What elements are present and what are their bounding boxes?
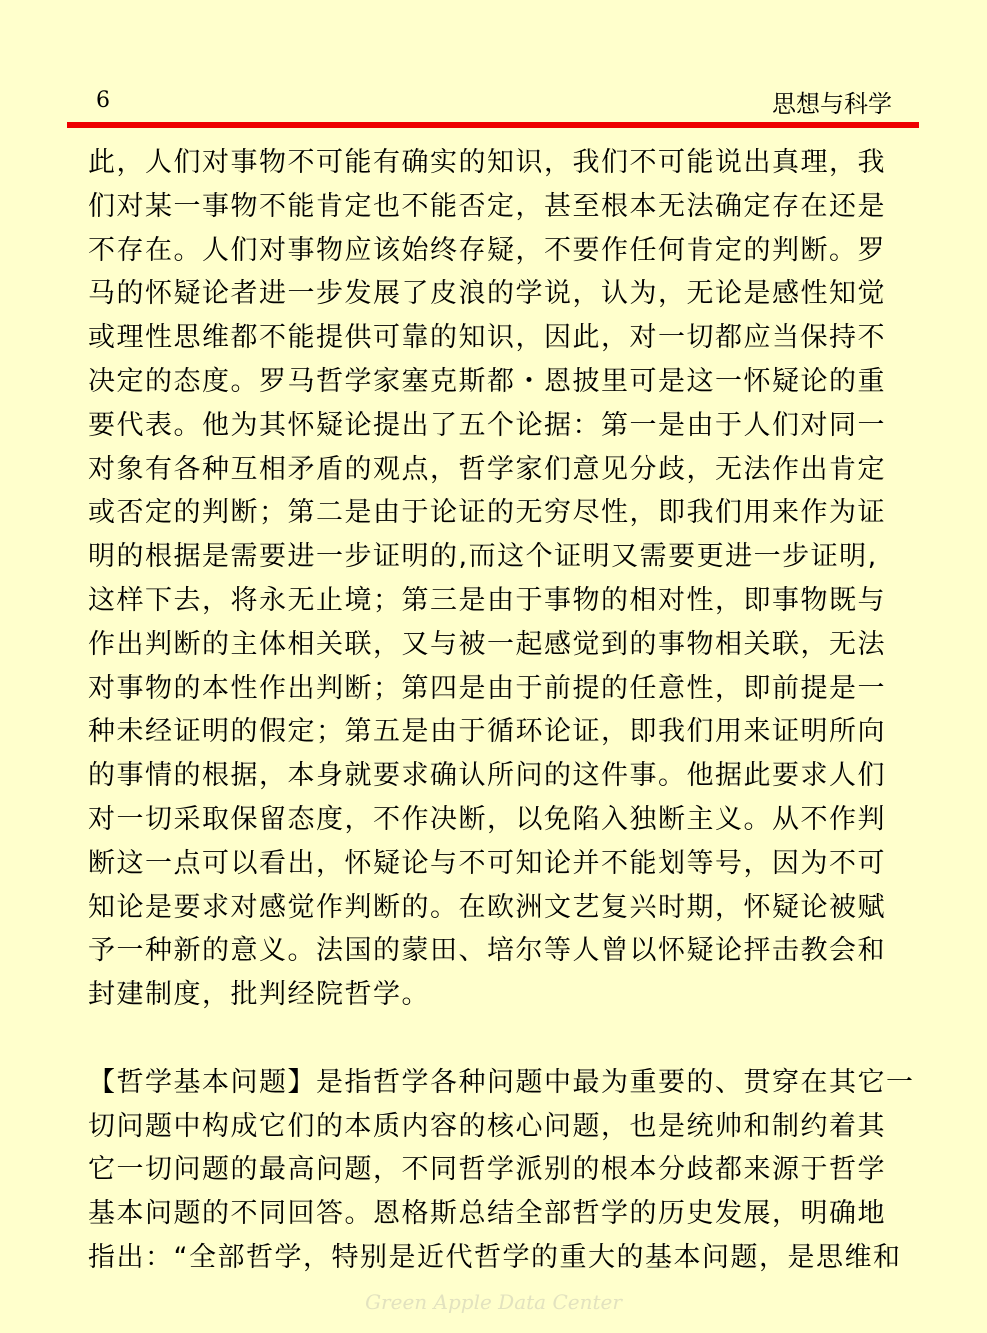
text-line: 作出判断的主体相关联，又与被一起感觉到的事物相关联，无法	[88, 628, 886, 660]
text-line: 它一切问题的最高问题，不同哲学派别的根本分歧都来源于哲学	[88, 1154, 886, 1186]
text-line: 对一切采取保留态度，不作决断，以免陷入独断主义。从不作判	[88, 803, 886, 835]
running-title: 思想与科学	[772, 90, 892, 118]
body-text	[88, 141, 915, 1280]
text-line: 这样下去，将永无止境；第三是由于事物的相对性，即事物既与	[88, 584, 886, 616]
text-line: 对事物的本性作出判断；第四是由于前提的任意性，即前提是一	[88, 672, 886, 704]
text-line: 予一种新的意义。法国的蒙田、培尔等人曾以怀疑论抨击教会和	[88, 935, 886, 967]
text-line: 指出：“全部哲学，特别是近代哲学的重大的基本问题，是思维和	[88, 1241, 902, 1273]
header-rule	[67, 122, 919, 128]
text-line: 知论是要求对感觉作判断的。在欧洲文艺复兴时期，怀疑论被赋	[88, 891, 886, 923]
text-line: 决定的态度。罗马哲学家塞克斯都・恩披里可是这一怀疑论的重	[88, 365, 886, 397]
text-line: 要代表。他为其怀疑论提出了五个论据：第一是由于人们对同一	[88, 409, 886, 441]
text-line: 明的根据是需要进一步证明的,而这个证明又需要更进一步证明,	[88, 541, 878, 573]
page-number: 6	[96, 88, 110, 113]
text-line: 断这一点可以看出，怀疑论与不可知论并不能划等号，因为不可	[88, 847, 886, 879]
text-line: 不存在。人们对事物应该始终存疑，不要作任何肯定的判断。罗	[88, 234, 886, 266]
text-line: 基本问题的不同回答。恩格斯总结全部哲学的历史发展，明确地	[88, 1198, 886, 1230]
text-line: 此，人们对事物不可能有确实的知识，我们不可能说出真理，我	[88, 147, 886, 178]
text-line: 的事情的根据，本身就要求确认所问的这件事。他据此要求人们	[88, 760, 886, 792]
text-line: 【哲学基本问题】是指哲学各种问题中最为重要的、贯穿在其它一	[88, 1066, 915, 1098]
text-line: 或理性思维都不能提供可靠的知识，因此，对一切都应当保持不	[88, 322, 886, 354]
text-line: 对象有各种互相矛盾的观点，哲学家们意见分歧，无法作出肯定	[88, 453, 886, 485]
text-line: 或否定的判断；第二是由于论证的无穷尽性，即我们用来作为证	[88, 497, 886, 529]
text-line: 切问题中构成它们的本质内容的核心问题，也是统帅和制约着其	[88, 1110, 886, 1142]
text-line: 们对某一事物不能肯定也不能否定，甚至根本无法确定存在还是	[88, 190, 886, 222]
paragraph-gap	[88, 1017, 906, 1061]
watermark: Green Apple Data Center	[365, 1290, 622, 1314]
text-line: 封建制度，批判经院哲学。	[88, 979, 430, 1011]
text-line: 种未经证明的假定；第五是由于循环论证，即我们用来证明所向	[88, 716, 886, 748]
text-line: 马的怀疑论者进一步发展了皮浪的学说，认为，无论是感性知觉	[88, 278, 886, 310]
